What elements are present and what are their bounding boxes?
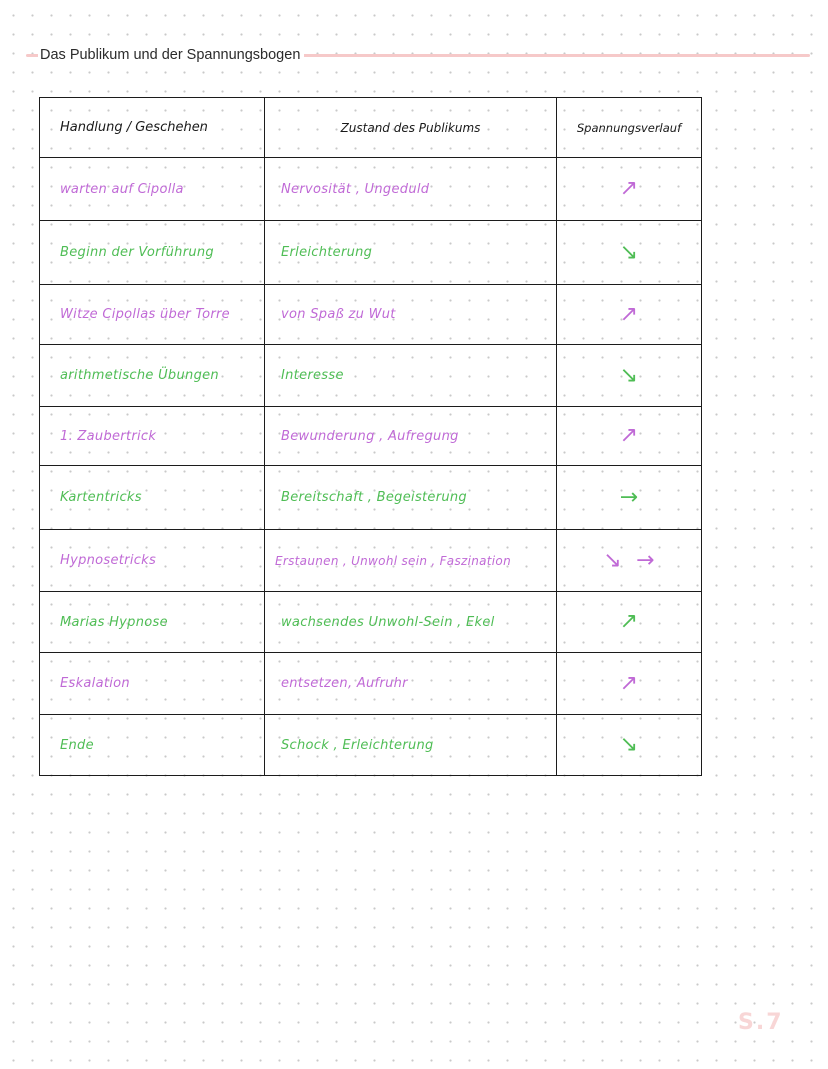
up-right-arrow-icon: ↗ — [619, 609, 639, 634]
audience-cell: Schock , Erleichterung — [265, 715, 557, 776]
table-header-row — [40, 98, 702, 158]
tension-cell — [557, 407, 702, 466]
event-cell: Kartentricks — [40, 466, 265, 530]
tension-cell — [557, 221, 702, 285]
up-right-arrow-icon: ↗ — [619, 670, 639, 696]
up-right-arrow-icon: ↗ — [619, 423, 639, 448]
audience-cell: Bereitschaft , Begeisterung — [265, 466, 557, 530]
event-cell: warten auf Cipolla — [40, 158, 265, 221]
header-tension: Spannungsverlauf — [557, 98, 702, 158]
event-cell: Marias Hypnose — [40, 592, 265, 653]
up-right-arrow-icon: ↗ — [619, 301, 639, 327]
tension-cell — [557, 158, 702, 221]
event-cell: Hypnosetricks — [40, 530, 265, 592]
audience-cell: Erstaunen , Unwohl sein , Faszination — [265, 530, 557, 592]
event-cell: Eskalation — [40, 653, 265, 715]
audience-cell: Nervosität , Ungeduld — [265, 158, 557, 221]
tension-cell — [557, 466, 702, 530]
audience-cell: Interesse — [265, 345, 557, 407]
tension-table — [39, 97, 702, 776]
up-right-arrow-icon: ↗ — [619, 176, 639, 201]
down-right-arrow-icon: ↘ — [619, 362, 639, 388]
page-title: Das Publikum und der Spannungsbogen — [38, 46, 304, 64]
audience-cell: Erleichterung — [265, 221, 557, 285]
table-row — [40, 407, 702, 466]
down-right-arrow-icon: ↘ — [619, 239, 639, 265]
header-audience: Zustand des Publikums — [265, 98, 557, 158]
audience-cell: wachsendes Unwohl-Sein , Ekel — [265, 592, 557, 653]
table-row — [40, 221, 702, 285]
event-cell: 1. Zaubertrick — [40, 407, 265, 466]
tension-cell — [557, 715, 702, 776]
event-cell: Beginn der Vorführung — [40, 221, 265, 285]
table-row — [40, 466, 702, 530]
audience-cell: entsetzen, Aufruhr — [265, 653, 557, 715]
tension-cell — [557, 345, 702, 407]
down-right-arrow-icon: ↘ — [619, 732, 639, 757]
table-row — [40, 285, 702, 345]
down-right-arrow-icon: ↘ — [603, 547, 622, 573]
audience-cell: von Spaß zu Wut — [265, 285, 557, 345]
header-event: Handlung / Geschehen — [40, 98, 265, 158]
right-arrow-icon: → — [636, 547, 655, 573]
table-body — [40, 158, 702, 776]
table-row — [40, 653, 702, 715]
table-row — [40, 530, 702, 592]
table-row — [40, 345, 702, 407]
tension-cell — [557, 653, 702, 715]
table-row — [40, 158, 702, 221]
right-arrow-icon: → — [619, 484, 639, 510]
event-cell: Ende — [40, 715, 265, 776]
tension-cell — [557, 530, 702, 592]
title-bar — [26, 46, 810, 64]
event-cell: Witze Cipollas über Torre — [40, 285, 265, 345]
table-row — [40, 715, 702, 776]
audience-cell: Bewunderung , Aufregung — [265, 407, 557, 466]
page-number: S.7 — [738, 1010, 784, 1035]
tension-cell — [557, 592, 702, 653]
table-row — [40, 592, 702, 653]
tension-cell — [557, 285, 702, 345]
event-cell: arithmetische Übungen — [40, 345, 265, 407]
